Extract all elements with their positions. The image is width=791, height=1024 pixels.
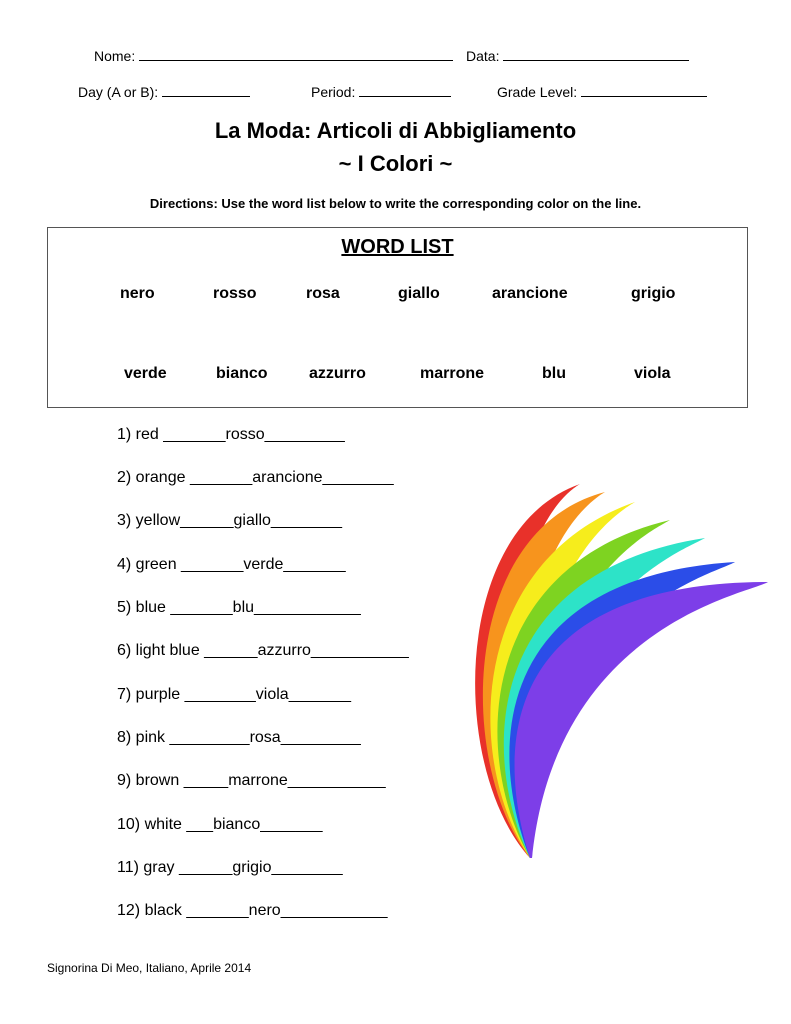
word-list-box — [47, 227, 748, 408]
item-answer[interactable]: grigio — [232, 859, 272, 876]
item-answer[interactable]: arancione — [252, 469, 323, 486]
name-line[interactable] — [139, 46, 453, 61]
exercise-item-10[interactable] — [117, 816, 323, 834]
item-answer[interactable]: verde — [243, 556, 284, 573]
item-blank-pre: _______ — [186, 902, 249, 919]
page-subtitle: ~ I Colori ~ — [338, 151, 453, 176]
exercise-item-3[interactable] — [117, 512, 342, 530]
item-prompt: 6) light blue — [117, 642, 205, 659]
item-blank-pre: _________ — [169, 729, 250, 746]
item-answer[interactable]: nero — [248, 902, 281, 919]
item-blank-pre: _______ — [163, 426, 226, 443]
item-answer[interactable]: blu — [232, 599, 255, 616]
day-label: Day (A or B): — [78, 84, 159, 100]
item-answer[interactable]: bianco — [213, 816, 261, 833]
item-blank-post: ________ — [271, 859, 343, 876]
grade-line[interactable] — [581, 82, 707, 97]
word-nero: nero — [120, 285, 155, 302]
item-prompt: 1) red — [117, 426, 164, 443]
item-blank-pre: _______ — [170, 599, 233, 616]
exercise-item-1[interactable] — [117, 426, 345, 444]
exercise-item-5[interactable] — [117, 599, 361, 617]
item-blank-post: _________ — [264, 426, 345, 443]
item-blank-post: ____________ — [280, 902, 388, 919]
exercise-item-7[interactable] — [117, 686, 351, 704]
word-list-title: WORD LIST — [341, 236, 454, 258]
item-answer[interactable]: rosso — [225, 426, 265, 443]
item-answer[interactable]: rosa — [249, 729, 281, 746]
word-marrone: marrone — [420, 365, 485, 382]
item-blank-pre: _______ — [189, 469, 253, 486]
word-grigio: grigio — [631, 285, 676, 302]
period-field[interactable] — [311, 82, 451, 100]
item-blank-post: _______ — [260, 816, 323, 833]
item-prompt: 11) gray — [117, 859, 179, 876]
page-title: La Moda: Articoli di Abbigliamento — [214, 118, 577, 143]
item-blank-pre: _____ — [183, 772, 229, 789]
exercise-item-11[interactable] — [117, 859, 343, 877]
name-label: Nome: — [94, 48, 136, 64]
word-giallo: giallo — [398, 285, 440, 302]
item-blank-pre: ______ — [180, 512, 234, 529]
item-blank-post: ________ — [322, 469, 394, 486]
item-blank-pre: _______ — [181, 556, 244, 573]
item-prompt: 4) green — [117, 556, 182, 573]
grade-label: Grade Level: — [497, 84, 578, 100]
date-line[interactable] — [503, 46, 689, 61]
item-prompt: 9) brown — [117, 772, 184, 789]
period-label: Period: — [311, 84, 356, 100]
item-blank-post: _______ — [288, 686, 351, 703]
grade-field[interactable] — [497, 82, 707, 100]
word-blu: blu — [542, 365, 566, 382]
word-verde: verde — [124, 365, 167, 382]
item-blank-pre: ______ — [204, 642, 258, 659]
exercise-item-6[interactable] — [117, 642, 409, 660]
item-prompt: 2) orange — [117, 469, 190, 486]
word-viola: viola — [634, 365, 671, 382]
word-azzurro: azzurro — [309, 365, 366, 382]
item-prompt: 3) yellow — [117, 512, 181, 529]
word-bianco: bianco — [216, 365, 268, 382]
word-arancione: arancione — [492, 285, 568, 302]
directions-text: Directions: Use the word list below to write the corresponding color on the line. — [149, 196, 642, 211]
exercise-item-12[interactable] — [117, 902, 387, 920]
word-rosa: rosa — [306, 285, 340, 302]
item-answer[interactable]: giallo — [233, 512, 271, 529]
day-line[interactable] — [162, 82, 250, 97]
exercise-item-4[interactable] — [117, 556, 346, 574]
period-line[interactable] — [359, 82, 451, 97]
item-prompt: 5) blue — [117, 599, 171, 616]
item-blank-pre: ________ — [184, 686, 256, 703]
item-prompt: 12) black — [117, 902, 187, 919]
item-blank-post: _________ — [280, 729, 361, 746]
item-answer[interactable]: marrone — [228, 772, 288, 789]
item-blank-post: ________ — [270, 512, 343, 529]
footer-credit: Signorina Di Meo, Italiano, Aprile 2014 — [47, 961, 252, 975]
date-label: Data: — [466, 48, 500, 64]
name-field[interactable] — [94, 46, 453, 64]
exercise-item-2[interactable] — [117, 469, 394, 487]
item-prompt: 7) purple — [117, 686, 185, 703]
item-prompt: 10) white — [117, 816, 187, 833]
item-blank-pre: ______ — [178, 859, 233, 876]
item-prompt: 8) pink — [117, 729, 170, 746]
item-blank-post: _______ — [283, 556, 346, 573]
exercise-item-9[interactable] — [117, 772, 386, 790]
item-blank-post: ____________ — [254, 599, 361, 616]
item-blank-post: ___________ — [310, 642, 409, 659]
exercise-item-8[interactable] — [117, 729, 361, 747]
item-blank-pre: ___ — [186, 816, 214, 833]
item-answer[interactable]: azzurro — [257, 642, 311, 659]
item-answer[interactable]: viola — [255, 686, 289, 703]
date-field[interactable] — [466, 46, 689, 64]
rainbow-illustration — [430, 470, 780, 870]
day-field[interactable] — [78, 82, 250, 100]
item-blank-post: ___________ — [287, 772, 386, 789]
word-rosso: rosso — [213, 285, 257, 302]
